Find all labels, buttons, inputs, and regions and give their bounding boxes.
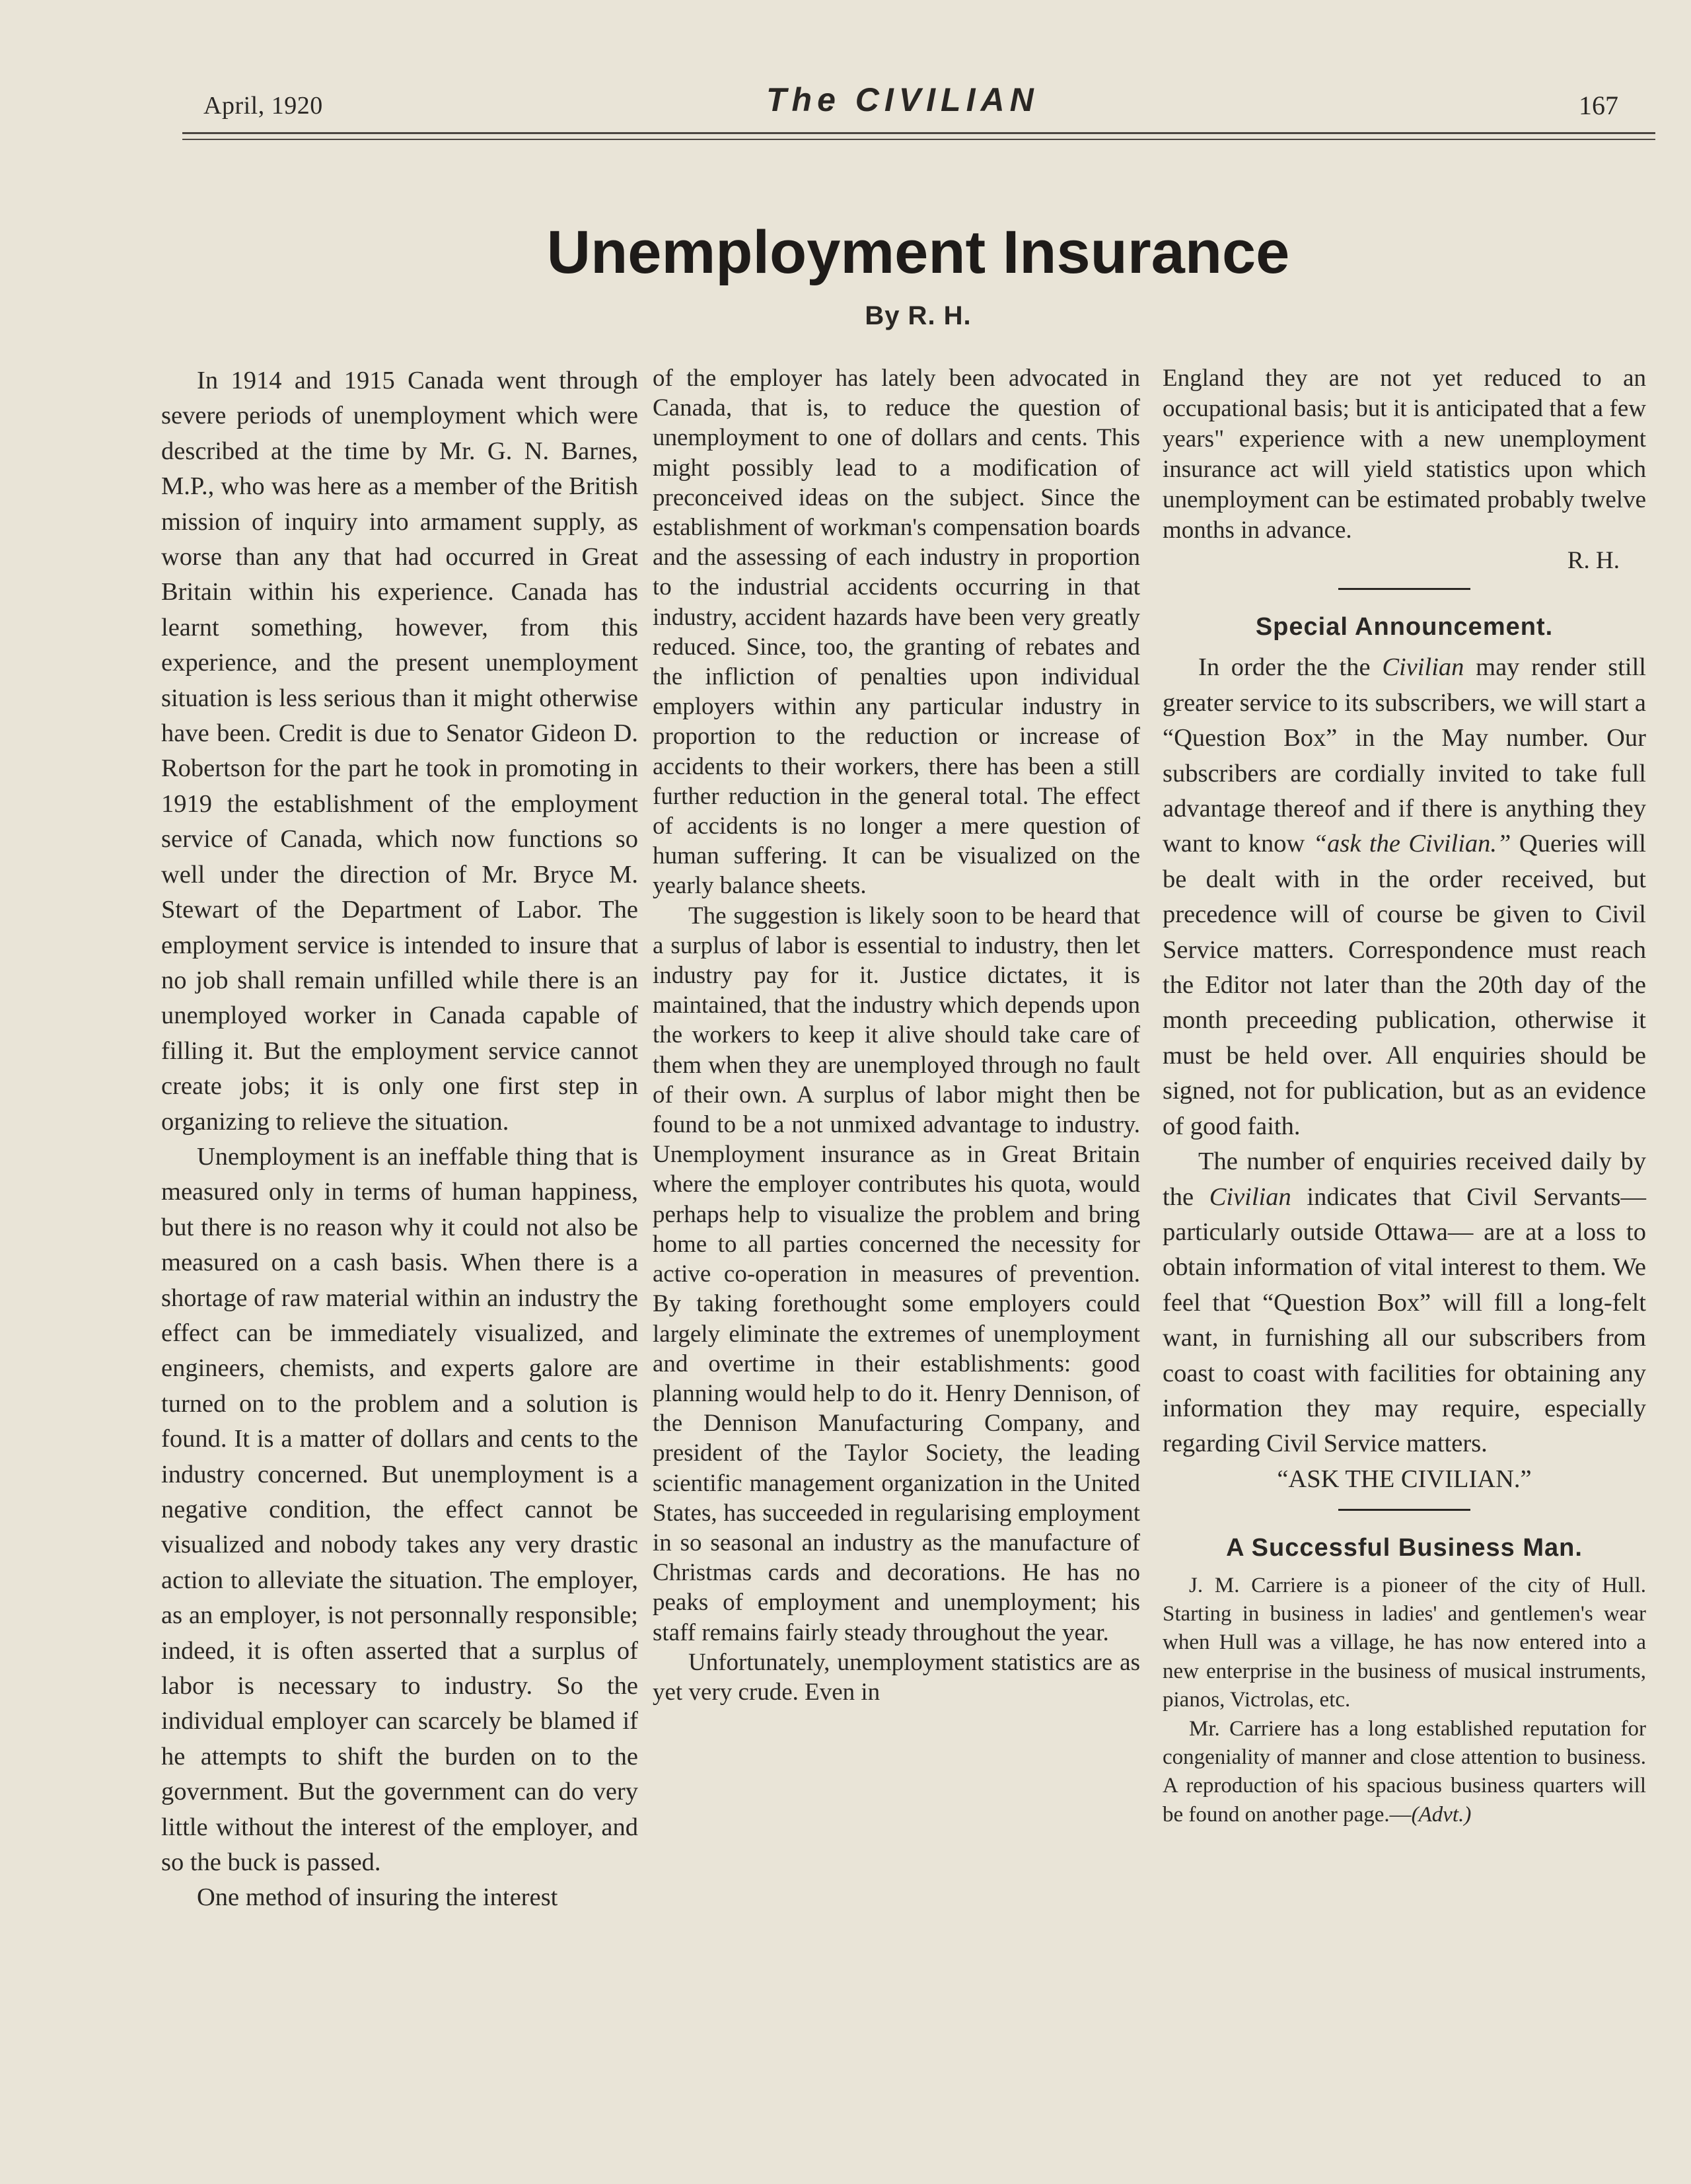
publication-title: The CIVILIAN (766, 81, 1039, 118)
paragraph: England they are not yet reduced to an occupational basis; but it is anticipated that a few years" experience with a new unemployment insurance act will yield statistics upon which unemployment can be estimated probably twelve months in advance. (1163, 365, 1646, 544)
paragraph: of the employer has lately been advocated in Canada, that is, to reduce the question of unemployment to one of dollars and cents. This might possibly lead to a modification of preconceived ideas on the subject. Since the establishment of workman's compensation boards and the assessing of each industry in proportion to the industrial accidents occurring in that industry, accident hazards have been very greatly reduced. Since, too, the granting of rebates and the infliction of penalties upon individual employers within any particular industry in proportion to the reduction or increase of accidents to their workers, there has been a still further reduction in the general total. The effect of accidents is no longer a mere question of human suffering. It can be visualized on the yearly balance sheets. (653, 365, 1140, 900)
header-rule (182, 132, 1655, 134)
text-run: Queries will be dealt with in the order received, but precedence will of course be given to Civil Service matters. Correspondence must reach the Editor not later than the 20th day of the month preceeding publication, otherwise it must be held over. All enquiries should be signed, not for publication, but as an evidence of good faith. (1163, 830, 1646, 1140)
paragraph: The suggestion is likely soon to be heard that a surplus of labor is essential to industry, then let industry pay for it. Justice dictates, it is maintained, that the industry which depends upon the workers to keep it alive should take care of them when they are unemployed through no fault of their own. A surplus of labor might then be found to be a not unmixed advantage to industry. Unemployment insurance as in Great Britain where the employer contributes his quota, would perhaps help to visualize the problem and bring home to all parties concerned the necessity for active co-operation in measures of prevention. By taking forethought some employers could largely eliminate the extremes of unemployment and overtime in their establishments: good planning would help to do it. Henry Dennison, of the Dennison Manufacturing Company, and president of the Taylor Society, the leading scientific management organization in the United States, has succeeded in regularising employment in so seasonal an industry as the manufacture of Christmas cards and decorations. He has no peaks of employment and unemployment; his staff remains fairly steady throughout the year. (653, 902, 1140, 1646)
announcement-tagline: “ASK THE CIVILIAN.” (1277, 1465, 1532, 1493)
section-divider (1338, 588, 1470, 590)
italic-civilian: Civilian (1209, 1183, 1291, 1211)
header-rule-secondary (182, 139, 1655, 140)
italic-civilian: Civilian (1382, 653, 1464, 682)
announcement-paragraph (1163, 650, 1646, 1144)
article-title: Unemployment Insurance (546, 219, 1290, 286)
advt-label: (Advt.) (1411, 1802, 1472, 1827)
text-run: may render still greater service to its subscribers, we will start a “Question Box” in the May number. Our subscribers are cordially invited to take full advantage thereof and if there is anything they want to know (1163, 653, 1647, 858)
announcement-heading: Special Announcement. (1255, 613, 1554, 641)
announcement-paragraph (1163, 1144, 1646, 1462)
column-1 (161, 363, 638, 1916)
text-run: Mr. Carriere has a long established reputation for congeniality of manner and close attention to business. A reproduction of his spacious business quarters will be found on another page.— (1163, 1716, 1646, 1827)
article-signature: R. H. (1567, 547, 1620, 574)
text-run: indicates that Civil Servants—particularly outside Ottawa— are at a loss to obtain information of vital interest to them. We feel that “Question Box” will fill a long-felt want, in furnishing all our subscribers from coast to coast with facilities for obtaining any information they may require, especially regarding Civil Service matters. (1163, 1183, 1646, 1458)
text-run: The number of enquiries received daily by the (1163, 1147, 1646, 1211)
text-run: In order the the (1198, 653, 1383, 682)
paragraph: Unemployment is an ineffable thing that is measured only in terms of human happiness, but there is no reason why it could not also be measured on a cash basis. When there is a shortage of raw material within an industry the effect can be immediately visualized, and engineers, chemists, and experts galore are turned on to the problem and a solution is found. It is a matter of dollars and cents to the industry concerned. But unemployment is a negative condition, the effect cannot be visualized and nobody takes any very drastic action to alleviate the situation. The employer, as an employer, is not personnally responsible; indeed, it is often asserted that a surplus of labor is necessary to industry. So the individual employer can scarcely be blamed if he attempts to shift the burden on to the government. But the government can do very little without the interest of the employer, and so the buck is passed. (161, 1142, 638, 1877)
article-byline: By R. H. (865, 301, 972, 330)
business-heading: A Successful Business Man. (1226, 1534, 1583, 1562)
column-3 (1163, 363, 1646, 1829)
column-2 (653, 363, 1140, 1707)
paragraph: One method of insuring the interest (197, 1883, 558, 1912)
paragraph: Unfortunately, unemployment statistics are as yet very crude. Even in (653, 1648, 1140, 1706)
italic-ask: “ask the Civilian.” (1313, 830, 1511, 858)
section-divider (1338, 1509, 1470, 1511)
paragraph: In 1914 and 1915 Canada went through severe periods of unemployment which were described at the time by Mr. G. N. Barnes, M.P., who was here as a member of the British mission of inquiry into armament supply, as worse than any that had occurred in Great Britain within his experience. Canada has learnt something, however, from this experience, and the present unemployment situation is less serious than it might otherwise have been. Credit is due to Senator Gideon D. Robertson for the part he took in promoting in 1919 the establishment of the employment service of Canada, which now functions so well under the direction of Mr. Bryce M. Stewart of the Department of Labor. The employment service is intended to insure that no job shall remain unfilled while there is an unemployed worker in Canada capable of filling it. But the employment service cannot create jobs; it is only one first step in organizing to relieve the situation. (161, 367, 638, 1136)
business-paragraph (1163, 1715, 1646, 1830)
page-number: 167 (1579, 91, 1618, 120)
business-paragraph: J. M. Carriere is a pioneer of the city of Hull. Starting in business in ladies' and gentlemen's wear when Hull was a village, he has now entered into a new enterprise in the business of musical instruments, pianos, Victrolas, etc. (1163, 1573, 1646, 1712)
issue-date: April, 1920 (203, 92, 323, 120)
